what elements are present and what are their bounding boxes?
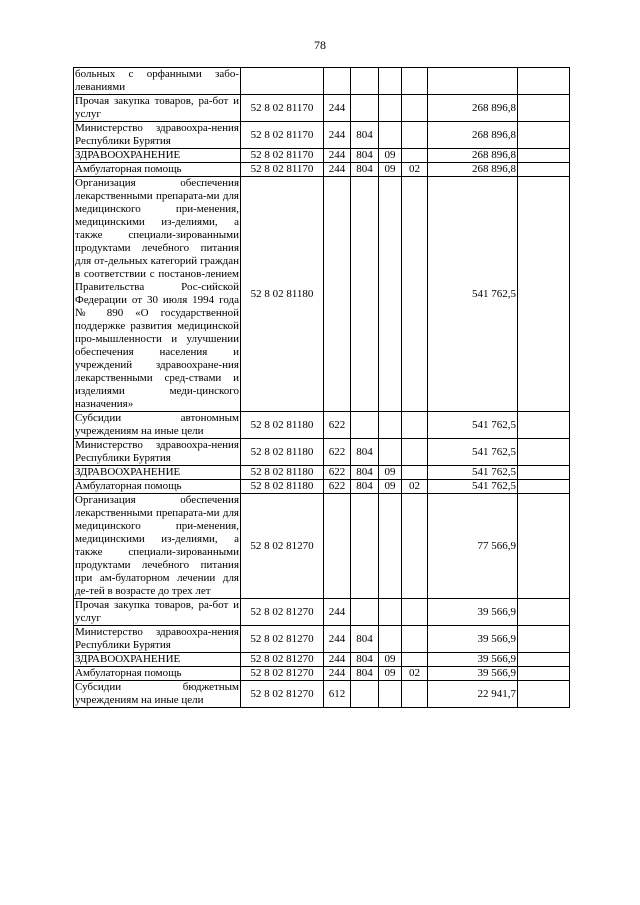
row-empty [518, 681, 570, 708]
row-name: Министерство здравоохра-нения Республики Бурятия [75, 122, 239, 147]
row-ved [351, 177, 379, 412]
row-pr: 02 [402, 480, 428, 494]
row-name: Амбулаторная помощь [74, 667, 241, 681]
row-empty [518, 599, 570, 626]
row-name: ЗДРАВООХРАНЕНИЕ [74, 149, 241, 163]
row-sum: 268 896,8 [428, 163, 518, 177]
table-row [74, 667, 570, 681]
row-rz: 09 [379, 480, 402, 494]
table-row [74, 163, 570, 177]
row-pr [402, 439, 428, 466]
row-ved: 804 [351, 667, 379, 681]
row-rz [379, 412, 402, 439]
row-code: 52 8 02 81180 [241, 466, 324, 480]
row-pr [402, 149, 428, 163]
table-row [74, 653, 570, 667]
row-code: 52 8 02 81270 [241, 681, 324, 708]
row-sum: 541 762,5 [428, 177, 518, 412]
table-row [74, 681, 570, 708]
row-vr: 622 [324, 466, 351, 480]
row-code: 52 8 02 81170 [241, 163, 324, 177]
row-rz [379, 68, 402, 95]
row-rz: 09 [379, 667, 402, 681]
row-sum: 39 566,9 [428, 653, 518, 667]
row-ved [351, 494, 379, 599]
row-name: Организация обеспечения лекарственными препарата-ми для медицинского при-менения, медицинскими из-делиями, а также специали-зированными продуктами лечебного питания при ам-булаторном лечении для де-тей в возрасте до трех лет [75, 494, 239, 597]
row-pr [402, 68, 428, 95]
row-rz [379, 122, 402, 149]
row-sum: 77 566,9 [428, 494, 518, 599]
row-empty [518, 466, 570, 480]
row-vr: 244 [324, 149, 351, 163]
row-ved [351, 68, 379, 95]
row-empty [518, 95, 570, 122]
row-vr: 244 [324, 122, 351, 149]
row-name: Амбулаторная помощь [74, 480, 241, 494]
row-pr [402, 626, 428, 653]
row-vr: 244 [324, 626, 351, 653]
row-ved: 804 [351, 626, 379, 653]
row-ved: 804 [351, 653, 379, 667]
row-pr [402, 653, 428, 667]
row-pr [402, 681, 428, 708]
row-empty [518, 68, 570, 95]
row-ved [351, 599, 379, 626]
row-sum: 39 566,9 [428, 667, 518, 681]
row-vr: 244 [324, 599, 351, 626]
row-pr [402, 95, 428, 122]
row-rz: 09 [379, 653, 402, 667]
row-ved: 804 [351, 122, 379, 149]
row-rz [379, 494, 402, 599]
row-rz: 09 [379, 163, 402, 177]
row-ved: 804 [351, 466, 379, 480]
row-rz [379, 177, 402, 412]
row-code: 52 8 02 81170 [241, 122, 324, 149]
row-empty [518, 653, 570, 667]
row-pr [402, 122, 428, 149]
row-vr: 622 [324, 439, 351, 466]
row-vr: 244 [324, 163, 351, 177]
row-code: 52 8 02 81170 [241, 149, 324, 163]
row-pr: 02 [402, 163, 428, 177]
row-vr [324, 68, 351, 95]
row-vr: 612 [324, 681, 351, 708]
table-row [74, 466, 570, 480]
row-sum: 268 896,8 [428, 149, 518, 163]
row-rz [379, 599, 402, 626]
row-name: больных с орфанными забо-левaниями [75, 68, 239, 93]
row-vr: 622 [324, 480, 351, 494]
table-row [74, 68, 570, 95]
table-row [74, 122, 570, 149]
row-sum: 268 896,8 [428, 122, 518, 149]
page-number: 78 [314, 38, 326, 52]
row-rz: 09 [379, 149, 402, 163]
row-empty [518, 494, 570, 599]
row-name: Субсидии бюджетным учреждениям на иные цели [75, 681, 239, 706]
row-vr [324, 177, 351, 412]
row-pr: 02 [402, 667, 428, 681]
row-pr [402, 599, 428, 626]
row-empty [518, 412, 570, 439]
row-code: 52 8 02 81170 [241, 95, 324, 122]
row-pr [402, 412, 428, 439]
row-sum: 541 762,5 [428, 480, 518, 494]
row-rz: 09 [379, 466, 402, 480]
row-name: ЗДРАВООХРАНЕНИЕ [74, 466, 241, 480]
row-ved: 804 [351, 439, 379, 466]
row-empty [518, 439, 570, 466]
row-pr [402, 466, 428, 480]
row-ved [351, 681, 379, 708]
row-sum [428, 68, 518, 95]
table-row [74, 412, 570, 439]
row-name: Амбулаторная помощь [74, 163, 241, 177]
row-code: 52 8 02 81180 [241, 412, 324, 439]
table-row [74, 95, 570, 122]
row-empty [518, 149, 570, 163]
row-code: 52 8 02 81180 [241, 480, 324, 494]
row-name: Прочая закупка товаров, ра-бот и услуг [75, 599, 239, 624]
row-sum: 541 762,5 [428, 412, 518, 439]
table-row [74, 149, 570, 163]
row-vr: 622 [324, 412, 351, 439]
row-code: 52 8 02 81270 [241, 494, 324, 599]
row-name: ЗДРАВООХРАНЕНИЕ [74, 653, 241, 667]
row-code: 52 8 02 81180 [241, 177, 324, 412]
row-vr: 244 [324, 667, 351, 681]
table-row [74, 494, 570, 599]
row-sum: 541 762,5 [428, 439, 518, 466]
row-vr: 244 [324, 653, 351, 667]
row-name: Субсидии автономным учреждениям на иные цели [75, 412, 239, 437]
row-rz [379, 681, 402, 708]
row-sum: 22 941,7 [428, 681, 518, 708]
row-empty [518, 163, 570, 177]
row-sum: 268 896,8 [428, 95, 518, 122]
table-row [74, 439, 570, 466]
row-name: Прочая закупка товаров, ра-бот и услуг [75, 95, 239, 120]
table-row [74, 599, 570, 626]
row-rz [379, 95, 402, 122]
row-vr: 244 [324, 95, 351, 122]
row-vr [324, 494, 351, 599]
row-ved: 804 [351, 163, 379, 177]
row-ved [351, 412, 379, 439]
row-code [241, 68, 324, 95]
row-rz [379, 626, 402, 653]
row-code: 52 8 02 81270 [241, 653, 324, 667]
row-code: 52 8 02 81180 [241, 439, 324, 466]
row-pr [402, 494, 428, 599]
row-name: Организация обеспечения лекарственными препарата-ми для медицинского при-менения, медицинскими из-делиями, а также специали-зированными продуктами лечебного питания для от-дельных категорий граждан в соответствии с постанов-лением Правительства Рос-сийской Федерации от 30 июля 1994 года № 890 «О государственной поддержке развития медицинской про-мышленности и улучшении обеспечения населения и учреждений здравоохране-ния лекарственными сред-ствами и изделиями меди-цинского назначения» [75, 177, 239, 410]
row-empty [518, 667, 570, 681]
row-sum: 39 566,9 [428, 626, 518, 653]
row-ved: 804 [351, 480, 379, 494]
row-empty [518, 480, 570, 494]
row-sum: 541 762,5 [428, 466, 518, 480]
row-name: Министерство здравоохра-нения Республики Бурятия [75, 439, 239, 464]
row-rz [379, 439, 402, 466]
row-pr [402, 177, 428, 412]
row-ved: 804 [351, 149, 379, 163]
row-empty [518, 122, 570, 149]
row-empty [518, 626, 570, 653]
row-code: 52 8 02 81270 [241, 667, 324, 681]
row-sum: 39 566,9 [428, 599, 518, 626]
table-row [74, 626, 570, 653]
table-row [74, 177, 570, 412]
budget-table [73, 67, 570, 708]
row-name: Министерство здравоохра-нения Республики Бурятия [75, 626, 239, 651]
table-row [74, 480, 570, 494]
row-code: 52 8 02 81270 [241, 626, 324, 653]
row-ved [351, 95, 379, 122]
row-code: 52 8 02 81270 [241, 599, 324, 626]
row-empty [518, 177, 570, 412]
